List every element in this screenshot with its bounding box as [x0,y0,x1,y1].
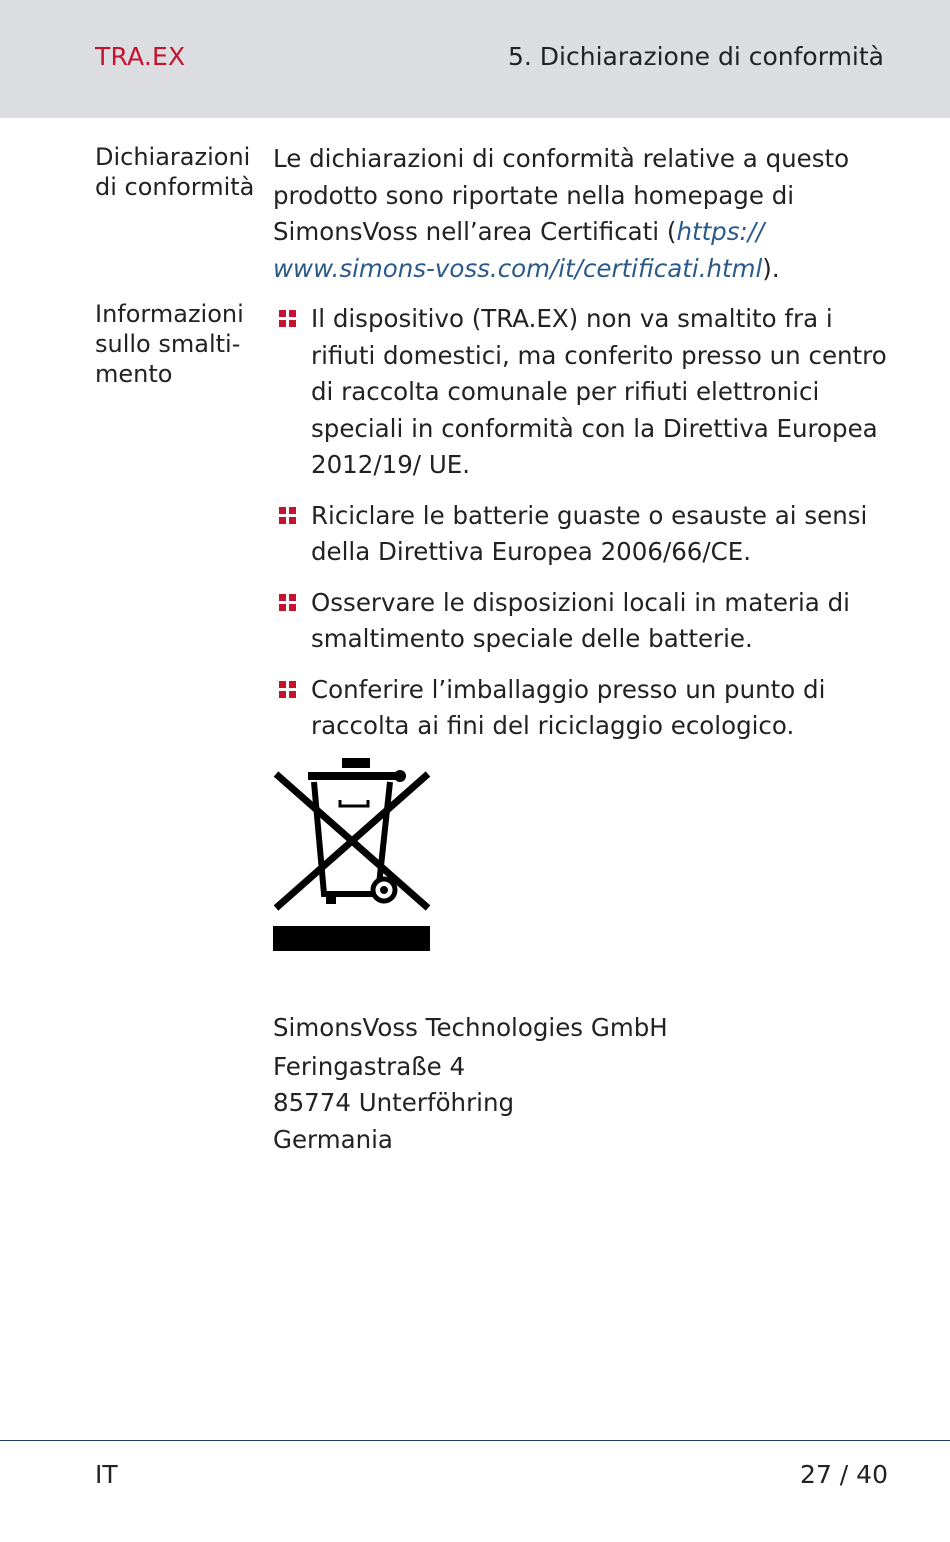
company-name: SimonsVoss Technologies GmbH [273,1013,668,1042]
list-item [273,585,903,658]
footer-divider [0,1440,950,1441]
conformity-text: Le dichiarazioni di conformità relative a questo prodotto sono riportate nella homepage di SimonsVoss nell’area Certificati ( [273,144,850,246]
address-company-line [273,1010,893,1049]
address-city: 85774 Unterföhring [273,1088,515,1117]
disposal-bullet-list [273,301,903,759]
page-number: 27 / 40 [800,1460,888,1489]
product-name: TRA.EX [95,42,186,71]
disposal-side-label [95,299,265,389]
list-item [273,672,903,745]
bullet-text: Conferire l’imballaggio presso un punto di raccolta ai fini del riciclaggio ecologico. [311,674,826,740]
bullet-squares-icon [279,310,296,327]
chapter-title: 5. Dichiarazione di conformità [508,42,884,71]
disposal-label-line: sullo smalti- [95,330,241,358]
bullet-text: Riciclare le batterie guaste o esauste ai sensi della Direttiva Europea 2006/66/CE. [311,500,868,566]
crossed-out-wheelie-bin-icon [272,756,432,952]
conformity-paragraph [273,141,893,287]
disposal-label-line: Informazioni [95,300,244,328]
conformity-side-label [95,142,265,202]
bullet-text: Il dispositivo (TRA.EX) non va smaltito fra i rifiuti domestici, ma conferito presso un centro di raccolta comunale per rifiuti elettronici speciali in conformità con la Direttiva Europea 2012/19/ UE. [311,304,887,479]
certificates-link-part[interactable]: https:// [676,217,765,246]
list-item [273,301,903,484]
conformity-text-end: ). [762,253,780,283]
list-item [273,498,903,571]
company-address [273,1010,893,1158]
address-country: Germania [273,1124,393,1154]
bullet-squares-icon [279,594,296,611]
page-header [0,0,950,118]
disposal-label-line: mento [95,360,173,388]
bullet-text: Osservare le disposizioni locali in materia di smaltimento speciale delle batterie. [311,587,850,653]
bullet-squares-icon [279,681,296,698]
address-street: Feringastraße 4 [273,1051,466,1081]
bullet-squares-icon [279,507,296,524]
conformity-label-line: di conformità [95,173,255,201]
language-code: IT [95,1460,118,1489]
certificates-link-part[interactable]: www.simons-voss.com/it/certificati.html [273,253,763,283]
conformity-label-line: Dichiarazioni [95,143,251,171]
